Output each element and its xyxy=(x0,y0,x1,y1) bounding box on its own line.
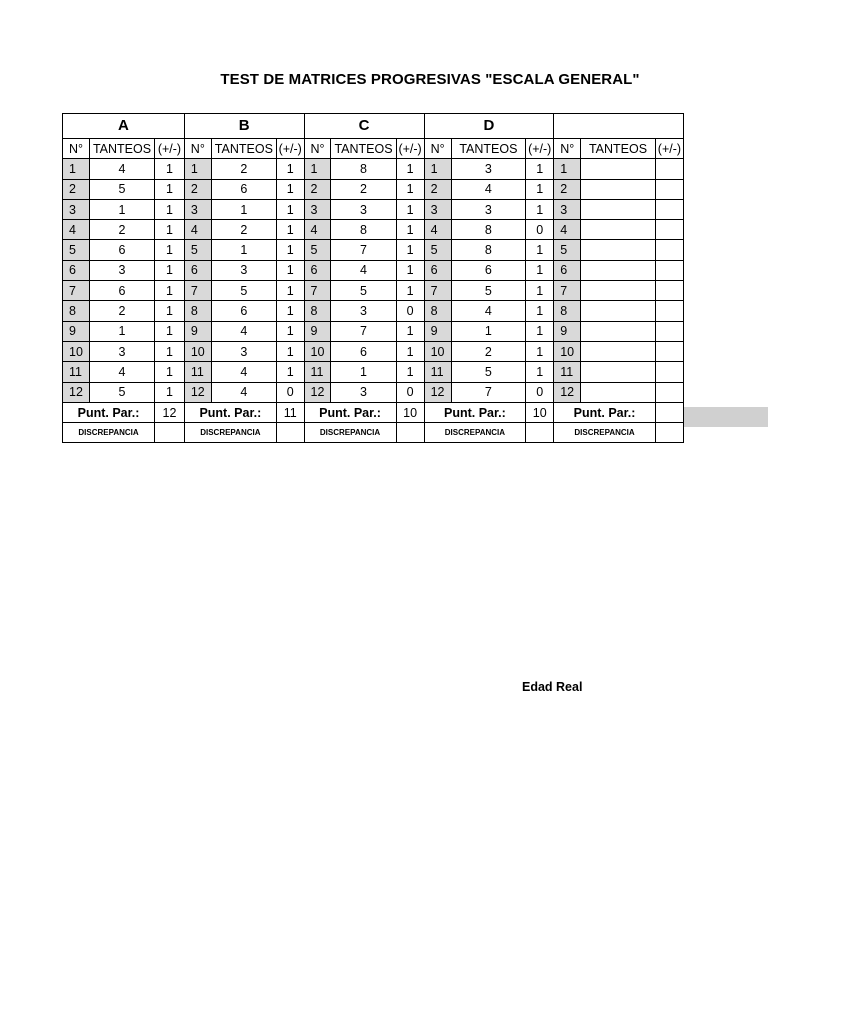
item-number: 5 xyxy=(63,240,90,260)
tanteo-cell: 4 xyxy=(451,301,526,321)
header-sign: (+/-) xyxy=(655,139,683,159)
tanteo-cell: 1 xyxy=(89,199,154,219)
tanteo-cell: 8 xyxy=(331,159,396,179)
score-cell: 1 xyxy=(155,199,185,219)
tanteo-cell: 4 xyxy=(331,260,396,280)
score-cell: 1 xyxy=(526,179,554,199)
score-cell: 1 xyxy=(276,362,304,382)
table-row xyxy=(63,341,684,361)
score-cell: 1 xyxy=(526,240,554,260)
item-number: 1 xyxy=(63,159,90,179)
item-number: 7 xyxy=(554,281,581,301)
header-sign: (+/-) xyxy=(276,139,304,159)
tanteo-cell: 1 xyxy=(211,240,276,260)
tanteo-cell: 1 xyxy=(331,362,396,382)
tanteo-cell: 2 xyxy=(331,179,396,199)
score-cell: 1 xyxy=(155,179,185,199)
tanteo-cell xyxy=(581,382,656,402)
item-number: 11 xyxy=(424,362,451,382)
tanteo-cell: 3 xyxy=(211,260,276,280)
item-number: 8 xyxy=(184,301,211,321)
item-number: 1 xyxy=(184,159,211,179)
score-cell: 1 xyxy=(526,260,554,280)
score-cell xyxy=(655,321,683,341)
tanteo-cell: 2 xyxy=(211,159,276,179)
scores-sheet xyxy=(62,113,684,438)
score-cell: 1 xyxy=(155,260,185,280)
score-cell xyxy=(655,281,683,301)
tanteo-cell: 6 xyxy=(211,179,276,199)
score-cell: 1 xyxy=(155,321,185,341)
item-number: 5 xyxy=(304,240,331,260)
item-number: 5 xyxy=(184,240,211,260)
score-cell: 1 xyxy=(526,301,554,321)
score-cell xyxy=(655,382,683,402)
tanteo-cell: 1 xyxy=(451,321,526,341)
header-n: N° xyxy=(63,139,90,159)
series-letter xyxy=(554,114,684,139)
tanteo-cell: 1 xyxy=(89,321,154,341)
score-cell: 1 xyxy=(155,281,185,301)
series-letter: A xyxy=(63,114,185,139)
tanteo-cell xyxy=(581,179,656,199)
item-number: 12 xyxy=(304,382,331,402)
score-cell: 1 xyxy=(276,159,304,179)
tanteo-cell: 3 xyxy=(331,199,396,219)
tanteo-cell: 3 xyxy=(451,199,526,219)
item-number: 6 xyxy=(424,260,451,280)
score-cell xyxy=(655,362,683,382)
tanteo-cell: 8 xyxy=(331,220,396,240)
score-cell xyxy=(655,220,683,240)
score-cell: 1 xyxy=(526,321,554,341)
tanteo-cell xyxy=(581,321,656,341)
item-number: 11 xyxy=(304,362,331,382)
tanteo-cell: 4 xyxy=(89,362,154,382)
table-row xyxy=(63,199,684,219)
item-number: 4 xyxy=(424,220,451,240)
header-tanteos: TANTEOS xyxy=(451,139,526,159)
item-number: 8 xyxy=(424,301,451,321)
item-number: 7 xyxy=(304,281,331,301)
tanteo-cell: 3 xyxy=(211,341,276,361)
table-row xyxy=(63,179,684,199)
tanteo-cell: 6 xyxy=(89,281,154,301)
score-cell: 1 xyxy=(155,341,185,361)
item-number: 4 xyxy=(304,220,331,240)
tanteo-cell: 7 xyxy=(331,240,396,260)
item-number: 10 xyxy=(554,341,581,361)
discrepancia-label: DISCREPANCIA xyxy=(63,423,155,443)
header-n: N° xyxy=(184,139,211,159)
item-number: 3 xyxy=(184,199,211,219)
discrepancia-value xyxy=(655,423,683,443)
score-cell: 0 xyxy=(396,301,424,321)
score-cell xyxy=(655,240,683,260)
tanteo-cell: 8 xyxy=(451,240,526,260)
item-number: 3 xyxy=(554,199,581,219)
item-number: 12 xyxy=(554,382,581,402)
score-cell xyxy=(655,301,683,321)
item-number: 9 xyxy=(63,321,90,341)
tanteo-cell: 2 xyxy=(451,341,526,361)
score-cell: 1 xyxy=(276,281,304,301)
tanteo-cell: 4 xyxy=(451,179,526,199)
item-number: 10 xyxy=(63,341,90,361)
item-number: 1 xyxy=(304,159,331,179)
score-cell: 0 xyxy=(276,382,304,402)
score-cell: 1 xyxy=(155,382,185,402)
tanteo-cell: 2 xyxy=(211,220,276,240)
item-number: 8 xyxy=(304,301,331,321)
tanteo-cell xyxy=(581,281,656,301)
item-number: 2 xyxy=(304,179,331,199)
page-title: TEST DE MATRICES PROGRESIVAS "ESCALA GENERAL" xyxy=(220,71,640,88)
punt-par-label: Punt. Par.: xyxy=(304,402,396,422)
score-cell: 1 xyxy=(396,220,424,240)
item-number: 9 xyxy=(184,321,211,341)
discrepancia-value xyxy=(155,423,185,443)
table-row xyxy=(63,240,684,260)
item-number: 2 xyxy=(63,179,90,199)
score-cell: 1 xyxy=(396,199,424,219)
score-cell: 1 xyxy=(155,301,185,321)
item-number: 4 xyxy=(63,220,90,240)
score-cell: 1 xyxy=(396,159,424,179)
score-cell: 1 xyxy=(396,260,424,280)
tanteo-cell: 2 xyxy=(89,301,154,321)
item-number: 12 xyxy=(184,382,211,402)
score-cell: 0 xyxy=(526,382,554,402)
item-number: 2 xyxy=(554,179,581,199)
tanteo-cell: 3 xyxy=(331,301,396,321)
tanteo-cell xyxy=(581,199,656,219)
score-cell: 1 xyxy=(396,341,424,361)
score-cell: 1 xyxy=(276,341,304,361)
header-tanteos: TANTEOS xyxy=(581,139,656,159)
tanteo-cell: 8 xyxy=(451,220,526,240)
table-row xyxy=(63,281,684,301)
tanteo-cell xyxy=(581,362,656,382)
punt-par-label: Punt. Par.: xyxy=(63,402,155,422)
tanteo-cell: 5 xyxy=(331,281,396,301)
discrepancia-value xyxy=(526,423,554,443)
score-cell: 1 xyxy=(526,341,554,361)
score-cell xyxy=(655,179,683,199)
punt-par-value: 10 xyxy=(526,402,554,422)
item-number: 9 xyxy=(304,321,331,341)
score-cell xyxy=(655,341,683,361)
item-number: 8 xyxy=(63,301,90,321)
table-row xyxy=(63,159,684,179)
series-letter: D xyxy=(424,114,554,139)
discrepancy-row xyxy=(63,423,684,443)
header-sign: (+/-) xyxy=(396,139,424,159)
score-cell: 1 xyxy=(526,199,554,219)
tanteo-cell: 1 xyxy=(211,199,276,219)
table-row xyxy=(63,260,684,280)
item-number: 6 xyxy=(304,260,331,280)
score-cell: 1 xyxy=(276,220,304,240)
header-tanteos: TANTEOS xyxy=(331,139,396,159)
tanteo-cell xyxy=(581,301,656,321)
item-number: 6 xyxy=(63,260,90,280)
punt-par-label: Punt. Par.: xyxy=(184,402,276,422)
tanteo-cell: 5 xyxy=(451,362,526,382)
discrepancia-value xyxy=(396,423,424,443)
score-cell: 0 xyxy=(526,220,554,240)
edad-real-label: Edad Real xyxy=(522,680,583,694)
item-number: 1 xyxy=(424,159,451,179)
series-letter: C xyxy=(304,114,424,139)
item-number: 4 xyxy=(554,220,581,240)
score-cell: 1 xyxy=(396,240,424,260)
tanteo-cell: 3 xyxy=(89,341,154,361)
item-number: 10 xyxy=(184,341,211,361)
table-row xyxy=(63,220,684,240)
score-cell: 1 xyxy=(276,240,304,260)
item-number: 11 xyxy=(554,362,581,382)
discrepancia-value xyxy=(276,423,304,443)
score-cell: 1 xyxy=(155,240,185,260)
tanteo-cell: 4 xyxy=(211,362,276,382)
item-number: 9 xyxy=(424,321,451,341)
header-sign: (+/-) xyxy=(526,139,554,159)
score-cell xyxy=(655,159,683,179)
item-number: 8 xyxy=(554,301,581,321)
header-n: N° xyxy=(424,139,451,159)
tanteo-cell: 5 xyxy=(89,179,154,199)
score-cell: 1 xyxy=(276,260,304,280)
punt-par-label: Punt. Par.: xyxy=(424,402,526,422)
score-cell: 0 xyxy=(396,382,424,402)
table-row xyxy=(63,362,684,382)
table-row xyxy=(63,382,684,402)
header-tanteos: TANTEOS xyxy=(211,139,276,159)
gray-bar xyxy=(684,407,768,427)
item-number: 6 xyxy=(554,260,581,280)
tanteo-cell: 4 xyxy=(211,382,276,402)
score-cell: 1 xyxy=(396,281,424,301)
punt-par-value: 12 xyxy=(155,402,185,422)
tanteo-cell: 5 xyxy=(211,281,276,301)
item-number: 11 xyxy=(184,362,211,382)
punt-par-value: 11 xyxy=(276,402,304,422)
partial-score-row xyxy=(63,402,684,422)
item-number: 7 xyxy=(424,281,451,301)
score-cell: 1 xyxy=(526,281,554,301)
tanteo-cell: 7 xyxy=(331,321,396,341)
header-n: N° xyxy=(304,139,331,159)
tanteo-cell: 5 xyxy=(451,281,526,301)
item-number: 7 xyxy=(63,281,90,301)
column-header-row xyxy=(63,139,684,159)
score-cell: 1 xyxy=(396,362,424,382)
tanteo-cell: 3 xyxy=(331,382,396,402)
score-cell xyxy=(655,260,683,280)
score-cell: 1 xyxy=(526,362,554,382)
punt-par-value xyxy=(655,402,683,422)
item-number: 12 xyxy=(424,382,451,402)
score-cell: 1 xyxy=(276,179,304,199)
item-number: 12 xyxy=(63,382,90,402)
header-sign: (+/-) xyxy=(155,139,185,159)
item-number: 5 xyxy=(554,240,581,260)
item-number: 3 xyxy=(304,199,331,219)
header-n: N° xyxy=(554,139,581,159)
discrepancia-label: DISCREPANCIA xyxy=(424,423,526,443)
item-number: 10 xyxy=(424,341,451,361)
table-row xyxy=(63,301,684,321)
item-number: 10 xyxy=(304,341,331,361)
tanteo-cell xyxy=(581,341,656,361)
punt-par-label: Punt. Par.: xyxy=(554,402,656,422)
item-number: 11 xyxy=(63,362,90,382)
item-number: 7 xyxy=(184,281,211,301)
tanteo-cell: 6 xyxy=(331,341,396,361)
score-cell: 1 xyxy=(276,301,304,321)
score-cell xyxy=(655,199,683,219)
item-number: 9 xyxy=(554,321,581,341)
score-cell: 1 xyxy=(396,179,424,199)
scores-table xyxy=(62,113,684,443)
tanteo-cell: 4 xyxy=(211,321,276,341)
tanteo-cell: 6 xyxy=(451,260,526,280)
item-number: 3 xyxy=(63,199,90,219)
tanteo-cell xyxy=(581,220,656,240)
item-number: 2 xyxy=(424,179,451,199)
score-cell: 1 xyxy=(396,321,424,341)
score-cell: 1 xyxy=(155,159,185,179)
tanteo-cell: 7 xyxy=(451,382,526,402)
table-row xyxy=(63,321,684,341)
discrepancia-label: DISCREPANCIA xyxy=(304,423,396,443)
discrepancia-label: DISCREPANCIA xyxy=(554,423,656,443)
tanteo-cell: 6 xyxy=(211,301,276,321)
tanteo-cell xyxy=(581,260,656,280)
score-cell: 1 xyxy=(526,159,554,179)
score-cell: 1 xyxy=(276,199,304,219)
series-letter: B xyxy=(184,114,304,139)
item-number: 5 xyxy=(424,240,451,260)
item-number: 1 xyxy=(554,159,581,179)
item-number: 6 xyxy=(184,260,211,280)
punt-par-value: 10 xyxy=(396,402,424,422)
header-tanteos: TANTEOS xyxy=(89,139,154,159)
tanteo-cell: 6 xyxy=(89,240,154,260)
score-cell: 1 xyxy=(155,220,185,240)
score-cell: 1 xyxy=(155,362,185,382)
score-cell: 1 xyxy=(276,321,304,341)
item-number: 2 xyxy=(184,179,211,199)
tanteo-cell: 5 xyxy=(89,382,154,402)
tanteo-cell: 3 xyxy=(89,260,154,280)
tanteo-cell xyxy=(581,240,656,260)
discrepancia-label: DISCREPANCIA xyxy=(184,423,276,443)
tanteo-cell: 3 xyxy=(451,159,526,179)
item-number: 3 xyxy=(424,199,451,219)
tanteo-cell xyxy=(581,159,656,179)
tanteo-cell: 2 xyxy=(89,220,154,240)
tanteo-cell: 4 xyxy=(89,159,154,179)
item-number: 4 xyxy=(184,220,211,240)
series-letter-row xyxy=(63,114,684,139)
